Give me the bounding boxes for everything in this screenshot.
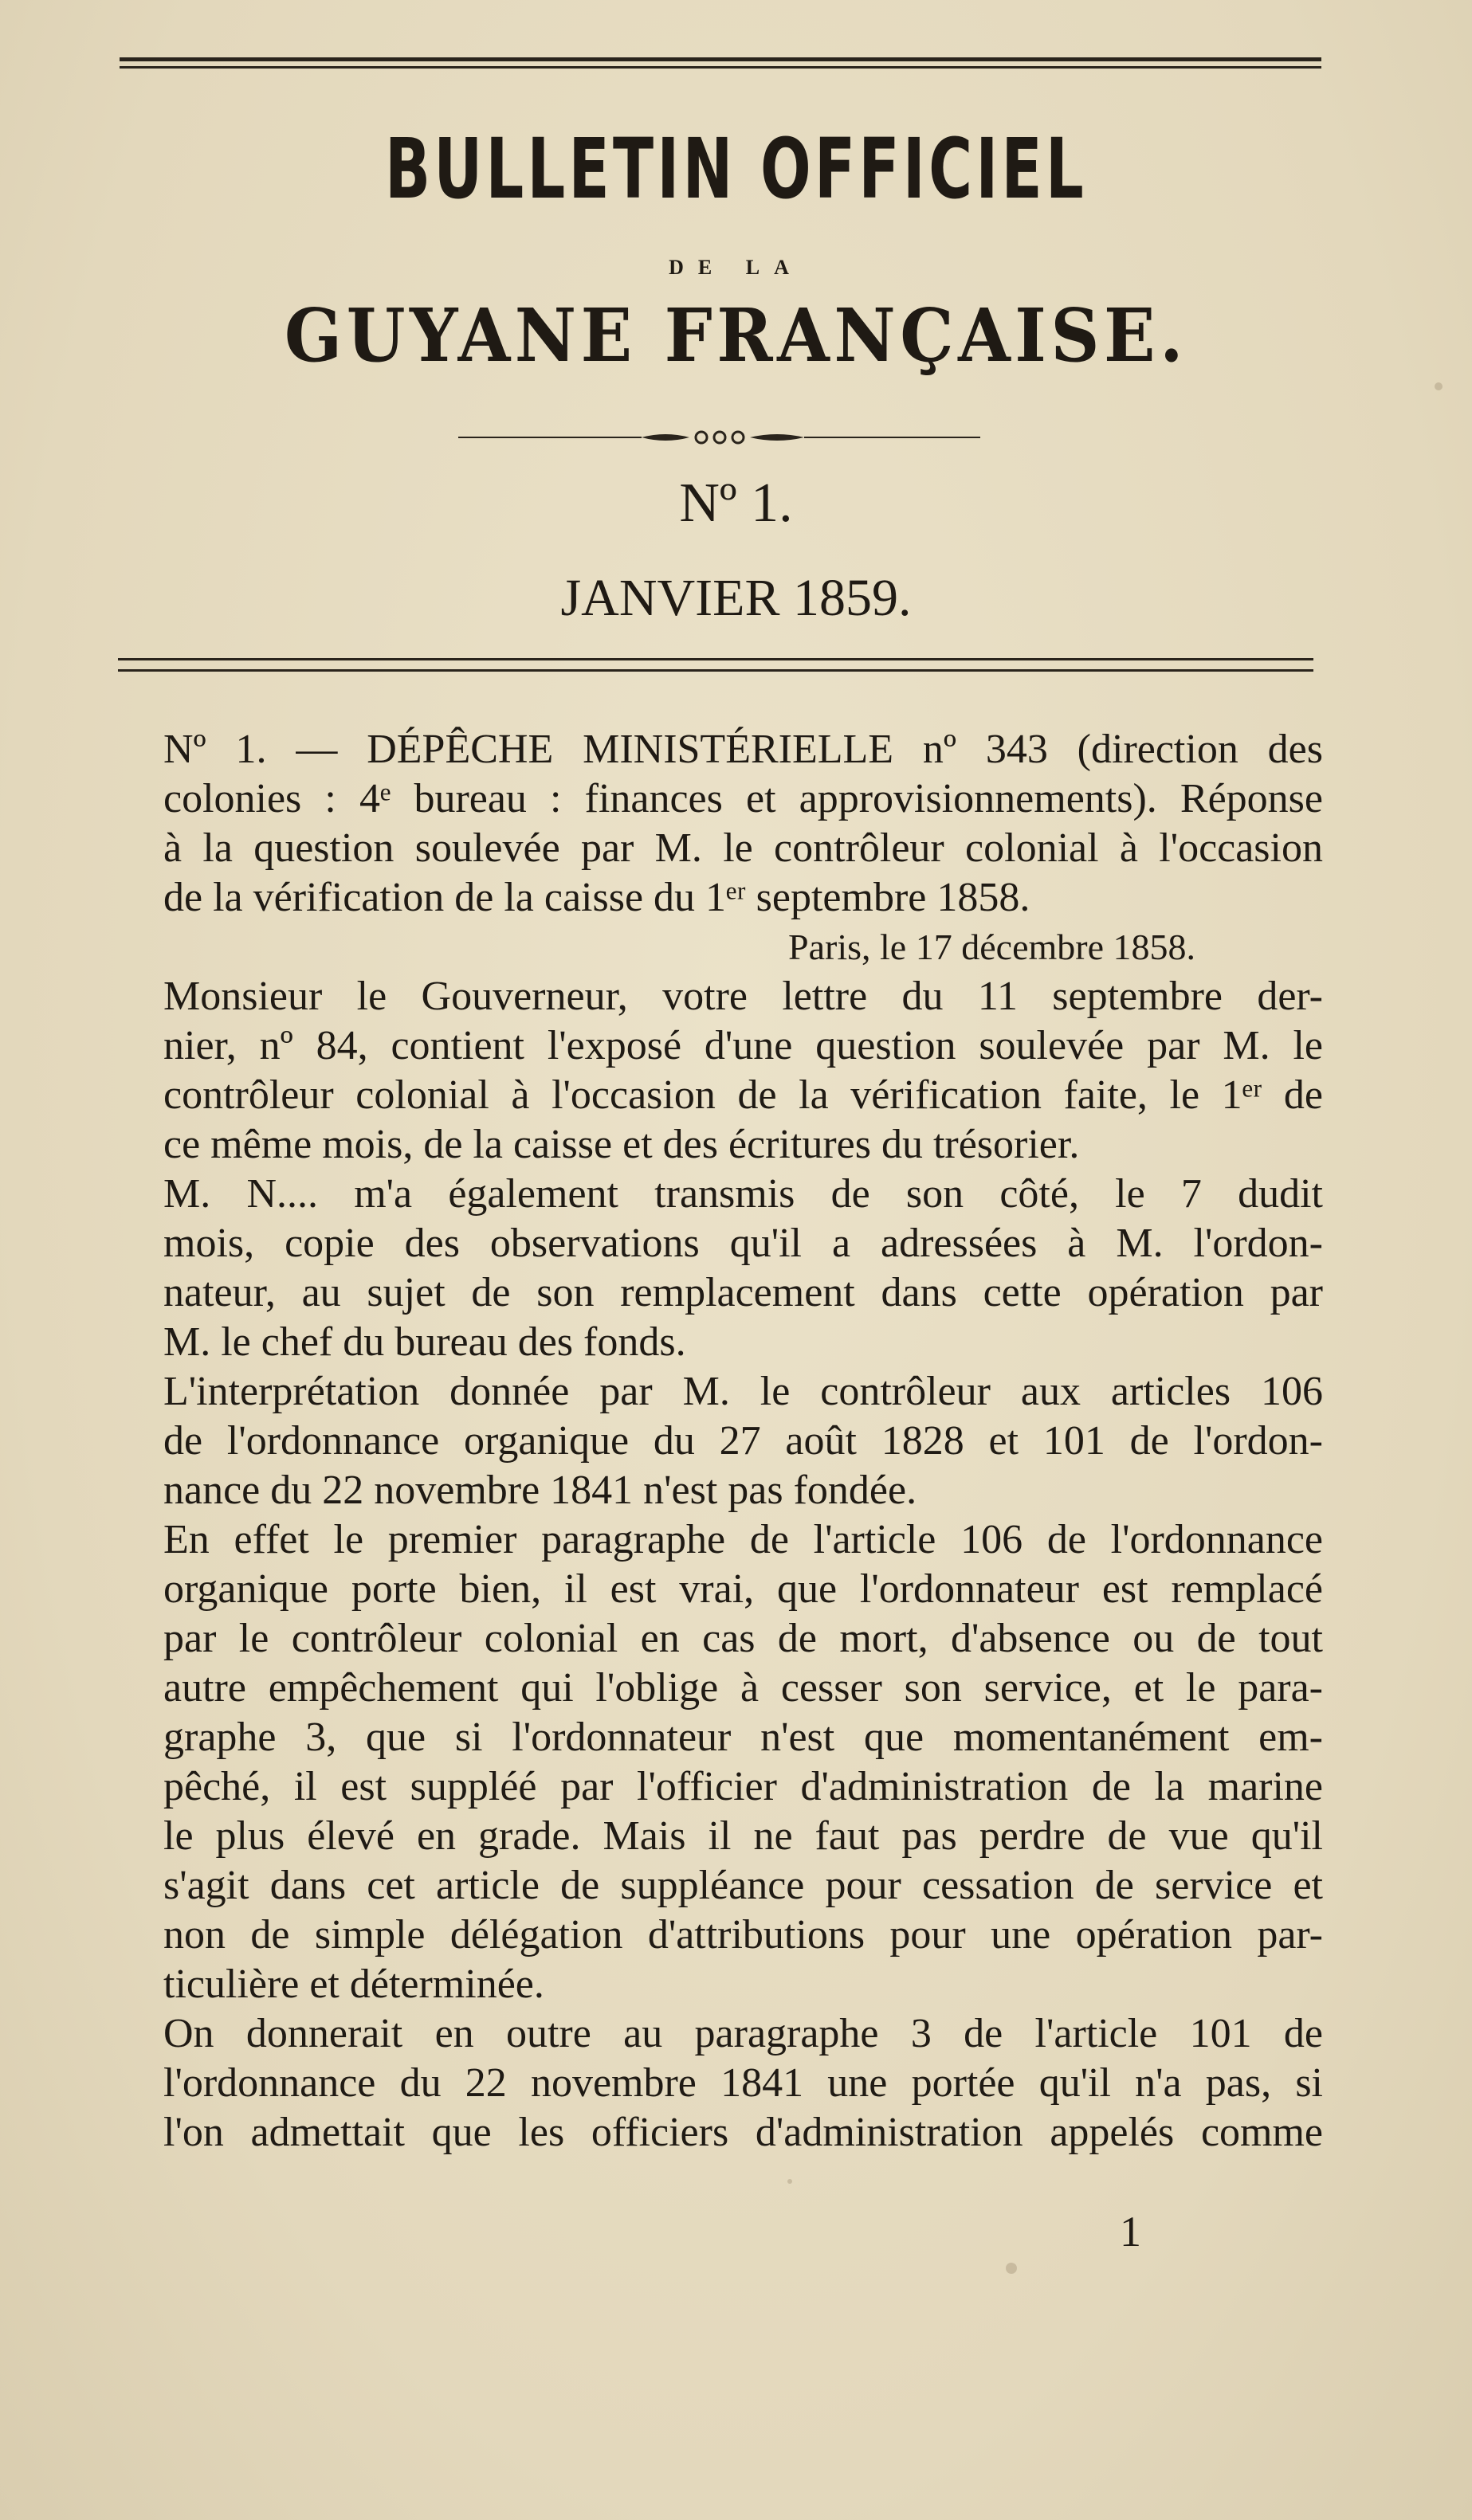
text-line: L'interprétation donnée par M. le contrôleur aux articles 106 <box>163 1369 1323 1414</box>
issue-number: Nº 1. <box>679 472 793 534</box>
text-line: l'ordonnance du 22 novembre 1841 une portée qu'il n'a pas, si <box>163 2060 1323 2106</box>
paper-blemish <box>1006 2263 1017 2274</box>
text-line: non de simple délégation d'attributions pour une opération par- <box>163 1912 1323 1958</box>
text-line: s'agit dans cet article de suppléance pour cessation de service et <box>163 1863 1323 1908</box>
ornament-divider <box>458 428 980 447</box>
text-line: contrôleur colonial à l'occasion de la vérification faite, le 1ᵉʳ de <box>163 1072 1323 1118</box>
paragraph <box>163 1515 1323 2009</box>
text-line: par le contrôleur colonial en cas de mort, d'absence ou de tout <box>163 1616 1323 1661</box>
heading-line: colonies : 4ᵉ bureau : finances et approvisionnements). Réponse <box>163 776 1323 821</box>
text-line: autre empêchement qui l'oblige à cesser son service, et le para- <box>163 1665 1323 1711</box>
text-line: graphe 3, que si l'ordonnateur n'est que momentanément em- <box>163 1715 1323 1760</box>
text-line: M. le chef du bureau des fonds. <box>163 1319 686 1365</box>
text-line: ticulière et déterminée. <box>163 1962 544 2007</box>
text-line: On donnerait en outre au paragraphe 3 de l'article 101 de <box>163 2011 1323 2056</box>
text-line: pêché, il est suppléé par l'officier d'administration de la marine <box>163 1764 1323 1809</box>
text-line: nateur, au sujet de son remplacement dans cette opération par <box>163 1270 1323 1315</box>
text-line: M. N.... m'a également transmis de son côté, le 7 dudit <box>163 1171 1323 1217</box>
colony-title: GUYANE FRANÇAISE. <box>284 292 1188 378</box>
text-line: nance du 22 novembre 1841 n'est pas fondée. <box>163 1468 917 1513</box>
paragraph <box>163 2009 1323 2157</box>
paragraph <box>163 1367 1323 1515</box>
paragraph <box>163 972 1323 1170</box>
heading-line: à la question soulevée par M. le contrôleur colonial à l'occasion <box>163 825 1323 871</box>
heading-line: de la vérification de la caisse du 1ᵉʳ septembre 1858. <box>163 875 1030 920</box>
text-line: En effet le premier paragraphe de l'article 106 de l'ordonnance <box>163 1517 1323 1562</box>
article-body <box>163 725 1323 2157</box>
text-line: mois, copie des observations qu'il a adressées à M. l'ordon- <box>163 1221 1323 1266</box>
text-line: organique porte bien, il est vrai, que l'ordonnateur est remplacé <box>163 1566 1323 1612</box>
paragraph <box>163 1170 1323 1367</box>
paper-blemish <box>787 2179 792 2184</box>
issue-date: JANVIER 1859. <box>560 569 912 627</box>
bulletin-title: BULLETIN OFFICIEL <box>384 120 1088 218</box>
text-line: ce même mois, de la caisse et des écritures du trésorier. <box>163 1122 1080 1167</box>
text-line: Monsieur le Gouverneur, votre lettre du 11 septembre der- <box>163 974 1323 1019</box>
text-line: l'on admettait que les officiers d'administration appelés comme <box>163 2110 1323 2155</box>
page-folio: 1 <box>1120 2208 1141 2255</box>
dateline: Paris, le 17 décembre 1858. <box>788 927 1195 967</box>
heading-line: Nº 1. — DÉPÊCHE MINISTÉRIELLE nº 343 (direction des <box>163 727 1323 772</box>
text-line: de l'ordonnance organique du 27 août 1828 et 101 de l'ordon- <box>163 1418 1323 1464</box>
title-connector: DE LA <box>669 256 803 279</box>
text-line: nier, nº 84, contient l'exposé d'une question soulevée par M. le <box>163 1023 1323 1068</box>
top-double-rule <box>120 57 1321 69</box>
article-heading <box>163 725 1323 923</box>
middle-double-rule <box>118 658 1313 672</box>
text-line: le plus élevé en grade. Mais il ne faut pas perdre de vue qu'il <box>163 1813 1323 1859</box>
paper-blemish <box>1435 382 1443 390</box>
